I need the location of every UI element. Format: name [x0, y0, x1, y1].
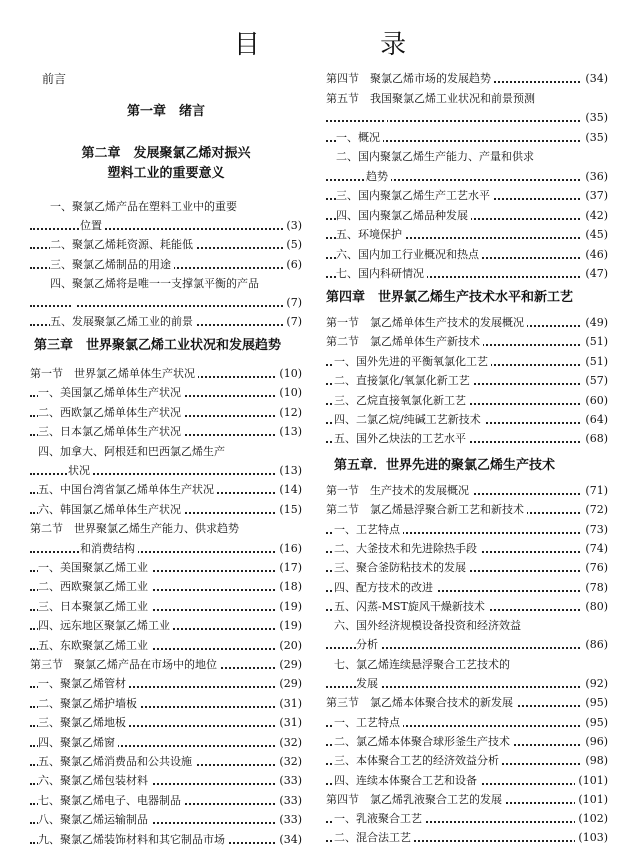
toc-entry-page: (5) [283, 238, 302, 252]
toc-entry[interactable] [30, 619, 302, 633]
toc-entry-title: 第一节 世界氯乙烯单体生产状况 [30, 367, 198, 380]
toc-entry-page: (98) [582, 754, 608, 768]
toc-entry[interactable] [326, 131, 608, 145]
toc-entry[interactable] [326, 335, 608, 349]
toc-entry-title: 六、聚氯乙烯包装材料 [38, 774, 151, 787]
toc-entry-title: 二、聚氯乙烯耗资源、耗能低 [50, 238, 196, 251]
toc-entry[interactable] [326, 170, 608, 184]
toc-entry-title: 第二节 世界聚氯乙烯生产能力、供求趋势 [30, 522, 242, 535]
toc-entry-title: 一、乳液聚合工艺 [334, 812, 425, 825]
toc-entry-page: (33) [276, 794, 302, 808]
toc-entry-title: 一、聚氯乙烯产品在塑料工业中的重要 [50, 200, 240, 213]
toc-entry-title: 第二节 氯乙烯单体生产新技术 [326, 335, 483, 348]
toc-entry-title: 第三节 氯乙烯本体聚合技术的新发展 [326, 696, 516, 709]
toc-entry-title: 二、大釜技术和先进除热手段 [334, 542, 480, 555]
chapter-2-heading: 第二章 发展聚氯乙烯对振兴 [81, 146, 251, 161]
toc-entry-page: (34) [276, 833, 302, 847]
toc-entry-title: 四、加拿大、阿根廷和巴西氯乙烯生产 [38, 445, 228, 458]
toc-entry[interactable] [326, 394, 608, 408]
toc-entry-page: (15) [276, 503, 302, 517]
toc-entry-title: 二、氯乙烯本体聚合球形釜生产技术 [334, 735, 513, 748]
toc-entry[interactable] [326, 831, 608, 845]
toc-entry-title: 四、二氯乙烷/纯碱工艺新技术 [334, 413, 484, 426]
toc-entry[interactable] [326, 355, 608, 369]
toc-entry-page: (32) [276, 736, 302, 750]
toc-entry-title: 二、聚氯乙烯护墙板 [38, 697, 140, 710]
toc-entry-page: (12) [276, 406, 302, 420]
toc-entry[interactable] [326, 248, 608, 262]
toc-entry[interactable] [30, 658, 302, 672]
toc-entry-page: (33) [276, 813, 302, 827]
page-title: 目 录 [233, 30, 463, 60]
toc-preface: 前言 [42, 72, 67, 86]
toc-entry-title: 四、连续本体聚合工艺和设备 [334, 774, 480, 787]
toc-entry-page: (18) [276, 580, 302, 594]
toc-entry-title: 第五节 我国聚氯乙烯工业状况和前景预测 [326, 92, 538, 105]
toc-entry[interactable] [30, 277, 302, 291]
toc-entry-title: 五、聚氯乙烯消费品和公共设施 [38, 755, 195, 768]
toc-entry-title: 六、韩国氯乙烯单体生产状况 [38, 503, 184, 516]
toc-entry-title: 五、中国台湾省氯乙烯单体生产状况 [38, 483, 217, 496]
toc-entry[interactable] [30, 386, 302, 400]
toc-entry-title: 二、西欧聚氯乙烯工业 [38, 580, 151, 593]
toc-entry[interactable] [30, 483, 302, 497]
toc-entry-title: 三、聚合釜防粘技术的发展 [334, 561, 469, 574]
toc-entry-title: 发展 [356, 677, 381, 690]
toc-entry[interactable] [30, 219, 302, 233]
toc-entry[interactable] [30, 716, 302, 730]
toc-entry[interactable] [30, 258, 302, 272]
toc-entry-page: (19) [276, 619, 302, 633]
toc-entry[interactable] [326, 92, 608, 106]
toc-entry[interactable] [326, 111, 608, 125]
toc-entry-title [72, 296, 75, 309]
toc-entry-title: 二、西欧氯乙烯单体生产状况 [38, 406, 184, 419]
toc-entry[interactable] [30, 580, 302, 594]
toc-entry[interactable] [30, 315, 302, 329]
toc-entry-page: (47) [582, 267, 608, 281]
chapter-1-heading: 第一章 绪言 [126, 104, 205, 119]
toc-entry-title: 七、氯乙烯连续悬浮聚合工艺技术的 [334, 658, 513, 671]
toc-entry[interactable] [326, 228, 608, 242]
toc-entry[interactable] [30, 503, 302, 517]
toc-entry[interactable] [326, 189, 608, 203]
toc-entry-title: 第四节 聚氯乙烯市场的发展趋势 [326, 72, 494, 85]
toc-entry-page: (20) [276, 639, 302, 653]
toc-entry-title: 四、聚氯乙烯将是唯一一支撑氯平衡的产品 [50, 277, 262, 290]
toc-entry-title: 三、乙烷直接氧氯化新工艺 [334, 394, 469, 407]
toc-entry-page: (92) [582, 677, 608, 691]
toc-entry[interactable] [30, 736, 302, 750]
toc-entry-title: 三、国内聚氯乙烯生产工艺水平 [336, 189, 493, 202]
toc-entry[interactable] [326, 774, 608, 788]
toc-entry-page: (10) [276, 386, 302, 400]
toc-entry[interactable] [326, 638, 608, 652]
toc-entry-page: (96) [582, 735, 608, 749]
toc-entry-page: (34) [582, 72, 608, 86]
toc-entry-page: (51) [582, 355, 608, 369]
toc-entry[interactable] [326, 316, 608, 330]
toc-entry[interactable] [30, 522, 302, 536]
chapter-5-heading: 第五章．世界先进的聚氯乙烯生产技术 [334, 458, 556, 473]
toc-entry-title: 五、国外乙炔法的工艺水平 [334, 432, 469, 445]
toc-entry-title: 六、国外经济规模设备投资和经济效益 [334, 619, 524, 632]
toc-entry[interactable] [326, 581, 608, 595]
toc-entry-title [384, 111, 387, 124]
toc-entry[interactable] [30, 425, 302, 439]
toc-entry[interactable] [326, 754, 608, 768]
toc-entry[interactable] [30, 406, 302, 420]
toc-entry-title: 三、日本氯乙烯单体生产状况 [38, 425, 184, 438]
toc-entry-title: 二、直接氯化/氧氯化新工艺 [334, 374, 473, 387]
toc-entry-title: 四、国内聚氯乙烯品种发展 [336, 209, 471, 222]
toc-entry-title: 一、美国氯乙烯单体生产状况 [38, 386, 184, 399]
toc-entry-title: 和消费结构 [80, 542, 138, 555]
toc-entry[interactable] [326, 432, 608, 446]
toc-entry-title: 趋势 [366, 170, 391, 183]
toc-entry[interactable] [326, 150, 608, 164]
toc-entry-title: 一、国外先进的平衡氧氯化工艺 [334, 355, 491, 368]
toc-entry-page: (10) [276, 367, 302, 381]
toc-entry-page: (16) [276, 542, 302, 556]
toc-entry[interactable] [326, 716, 608, 730]
toc-entry-page: (31) [276, 716, 302, 730]
toc-entry-title: 一、美国聚氯乙烯工业 [38, 561, 151, 574]
toc-entry-title: 七、聚氯乙烯电子、电器制品 [38, 794, 184, 807]
toc-entry-page: (6) [283, 258, 302, 272]
toc-entry[interactable] [326, 735, 608, 749]
toc-entry[interactable] [30, 833, 302, 847]
toc-entry-page: (19) [276, 600, 302, 614]
toc-entry[interactable] [326, 812, 608, 826]
toc-entry-page: (71) [582, 484, 608, 498]
toc-entry-page: (7) [283, 296, 302, 310]
toc-entry-title: 四、远东地区聚氯乙烯工业 [38, 619, 173, 632]
toc-entry-title: 九、聚氯乙烯装饰材料和其它制品市场 [38, 833, 228, 846]
toc-entry-title: 三、聚氯乙烯地板 [38, 716, 129, 729]
toc-entry[interactable] [30, 774, 302, 788]
toc-entry[interactable] [30, 639, 302, 653]
toc-entry-page: (13) [276, 425, 302, 439]
toc-entry-page: (78) [582, 581, 608, 595]
toc-entry[interactable] [30, 445, 302, 459]
toc-entry-page: (95) [582, 716, 608, 730]
toc-entry-title: 分析 [356, 638, 381, 651]
toc-entry-title: 第一节 生产技术的发展概况 [326, 484, 472, 497]
toc-entry-page: (17) [276, 561, 302, 575]
toc-entry-title: 五、环境保护 [336, 228, 405, 241]
toc-entry-page: (101) [575, 774, 608, 788]
toc-entry[interactable] [326, 658, 608, 672]
toc-entry[interactable] [326, 542, 608, 556]
toc-entry-title: 五、发展聚氯乙烯工业的前景 [50, 315, 196, 328]
toc-entry-page: (68) [582, 432, 608, 446]
toc-entry-page: (102) [575, 812, 608, 826]
chapter-2-heading-cont: 塑料工业的重要意义 [107, 166, 225, 181]
toc-entry-page: (35) [582, 111, 608, 125]
toc-entry-page: (31) [276, 697, 302, 711]
toc-entry[interactable] [326, 503, 608, 517]
toc-entry-title: 三、日本聚氯乙烯工业 [38, 600, 151, 613]
toc-entry-page: (3) [283, 219, 302, 233]
toc-entry-page: (72) [582, 503, 608, 517]
toc-entry-page: (32) [276, 755, 302, 769]
toc-entry-title: 第二节 氯乙烯悬浮聚合新工艺和新技术 [326, 503, 527, 516]
toc-entry-title: 三、聚氯乙烯制品的用途 [50, 258, 174, 271]
chapter-4-heading: 第四章 世界氯乙烯生产技术水平和新工艺 [326, 290, 574, 305]
toc-entry[interactable] [326, 484, 608, 498]
chapter-3-heading: 第三章 世界聚氯乙烯工业状况和发展趋势 [34, 338, 282, 353]
toc-entry-title: 一、概况 [336, 131, 383, 144]
toc-entry-page: (95) [582, 696, 608, 710]
toc-entry-page: (73) [582, 523, 608, 537]
toc-entry-title: 五、闪蒸-MST旋风干燥新技术 [334, 600, 488, 613]
toc-entry-page: (57) [582, 374, 608, 388]
toc-entry-title: 四、配方技术的改进 [334, 581, 436, 594]
toc-entry[interactable] [326, 267, 608, 281]
toc-entry-title: 一、工艺特点 [334, 523, 403, 536]
toc-entry[interactable] [326, 72, 608, 86]
toc-entry-title: 二、混合法工艺 [334, 831, 414, 844]
toc-entry-page: (36) [582, 170, 608, 184]
toc-entry-page: (64) [582, 413, 608, 427]
toc-entry-page: (80) [582, 600, 608, 614]
toc-entry-title: 一、工艺特点 [334, 716, 403, 729]
toc-entry[interactable] [326, 619, 608, 633]
toc-entry-page: (86) [582, 638, 608, 652]
toc-entry-title: 状况 [68, 464, 93, 477]
toc-entry-title: 第一节 氯乙烯单体生产技术的发展概况 [326, 316, 527, 329]
toc-entry-page: (51) [582, 335, 608, 349]
toc-entry-page: (42) [582, 209, 608, 223]
toc-entry[interactable] [30, 755, 302, 769]
toc-entry-title: 三、本体聚合工艺的经济效益分析 [334, 754, 502, 767]
toc-entry[interactable] [30, 238, 302, 252]
toc-entry-page: (14) [276, 483, 302, 497]
toc-entry[interactable] [326, 696, 608, 710]
toc-entry-page: (101) [575, 793, 608, 807]
toc-entry-page: (33) [276, 774, 302, 788]
toc-entry[interactable] [30, 542, 302, 556]
toc-entry-title: 二、国内聚氯乙烯生产能力、产量和供求 [336, 150, 537, 163]
toc-entry-page: (74) [582, 542, 608, 556]
toc-entry-page: (45) [582, 228, 608, 242]
toc-entry[interactable] [326, 209, 608, 223]
toc-entry-title: 八、聚氯乙烯运输制品 [38, 813, 151, 826]
toc-entry-title: 四、聚氯乙烯窗 [38, 736, 118, 749]
toc-entry[interactable] [30, 367, 302, 381]
toc-entry-page: (35) [582, 131, 608, 145]
toc-entry-page: (13) [276, 464, 302, 478]
toc-entry-title: 位置 [80, 219, 105, 232]
toc-entry-page: (29) [276, 658, 302, 672]
toc-entry-page: (103) [575, 831, 608, 845]
toc-entry[interactable] [326, 561, 608, 575]
toc-entry[interactable] [30, 813, 302, 827]
toc-entry[interactable] [30, 464, 302, 478]
toc-entry-page: (60) [582, 394, 608, 408]
toc-entry-title: 六、国内加工行业概况和热点 [336, 248, 482, 261]
toc-entry[interactable] [326, 677, 608, 691]
toc-entry[interactable] [30, 677, 302, 691]
toc-entry[interactable] [326, 600, 608, 614]
toc-entry-page: (49) [582, 316, 608, 330]
toc-entry-page: (29) [276, 677, 302, 691]
toc-entry[interactable] [326, 523, 608, 537]
toc-entry-title: 第三节 聚氯乙烯产品在市场中的地位 [30, 658, 220, 671]
toc-entry[interactable] [326, 374, 608, 388]
toc-entry[interactable] [30, 697, 302, 711]
toc-entry-title: 第四节 氯乙烯乳液聚合工艺的发展 [326, 793, 505, 806]
toc-entry-page: (46) [582, 248, 608, 262]
toc-entry[interactable] [30, 794, 302, 808]
toc-entry-page: (37) [582, 189, 608, 203]
toc-entry-title: 五、东欧聚氯乙烯工业 [38, 639, 151, 652]
toc-entry[interactable] [30, 200, 302, 214]
toc-entry-page: (7) [283, 315, 302, 329]
toc-entry[interactable] [30, 296, 302, 310]
toc-entry[interactable] [326, 793, 608, 807]
toc-entry[interactable] [30, 600, 302, 614]
toc-entry-page: (76) [582, 561, 608, 575]
toc-entry-title: 一、聚氯乙烯管材 [38, 677, 129, 690]
toc-entry[interactable] [326, 413, 608, 427]
toc-entry-title: 七、国内科研情况 [336, 267, 427, 280]
toc-entry[interactable] [30, 561, 302, 575]
